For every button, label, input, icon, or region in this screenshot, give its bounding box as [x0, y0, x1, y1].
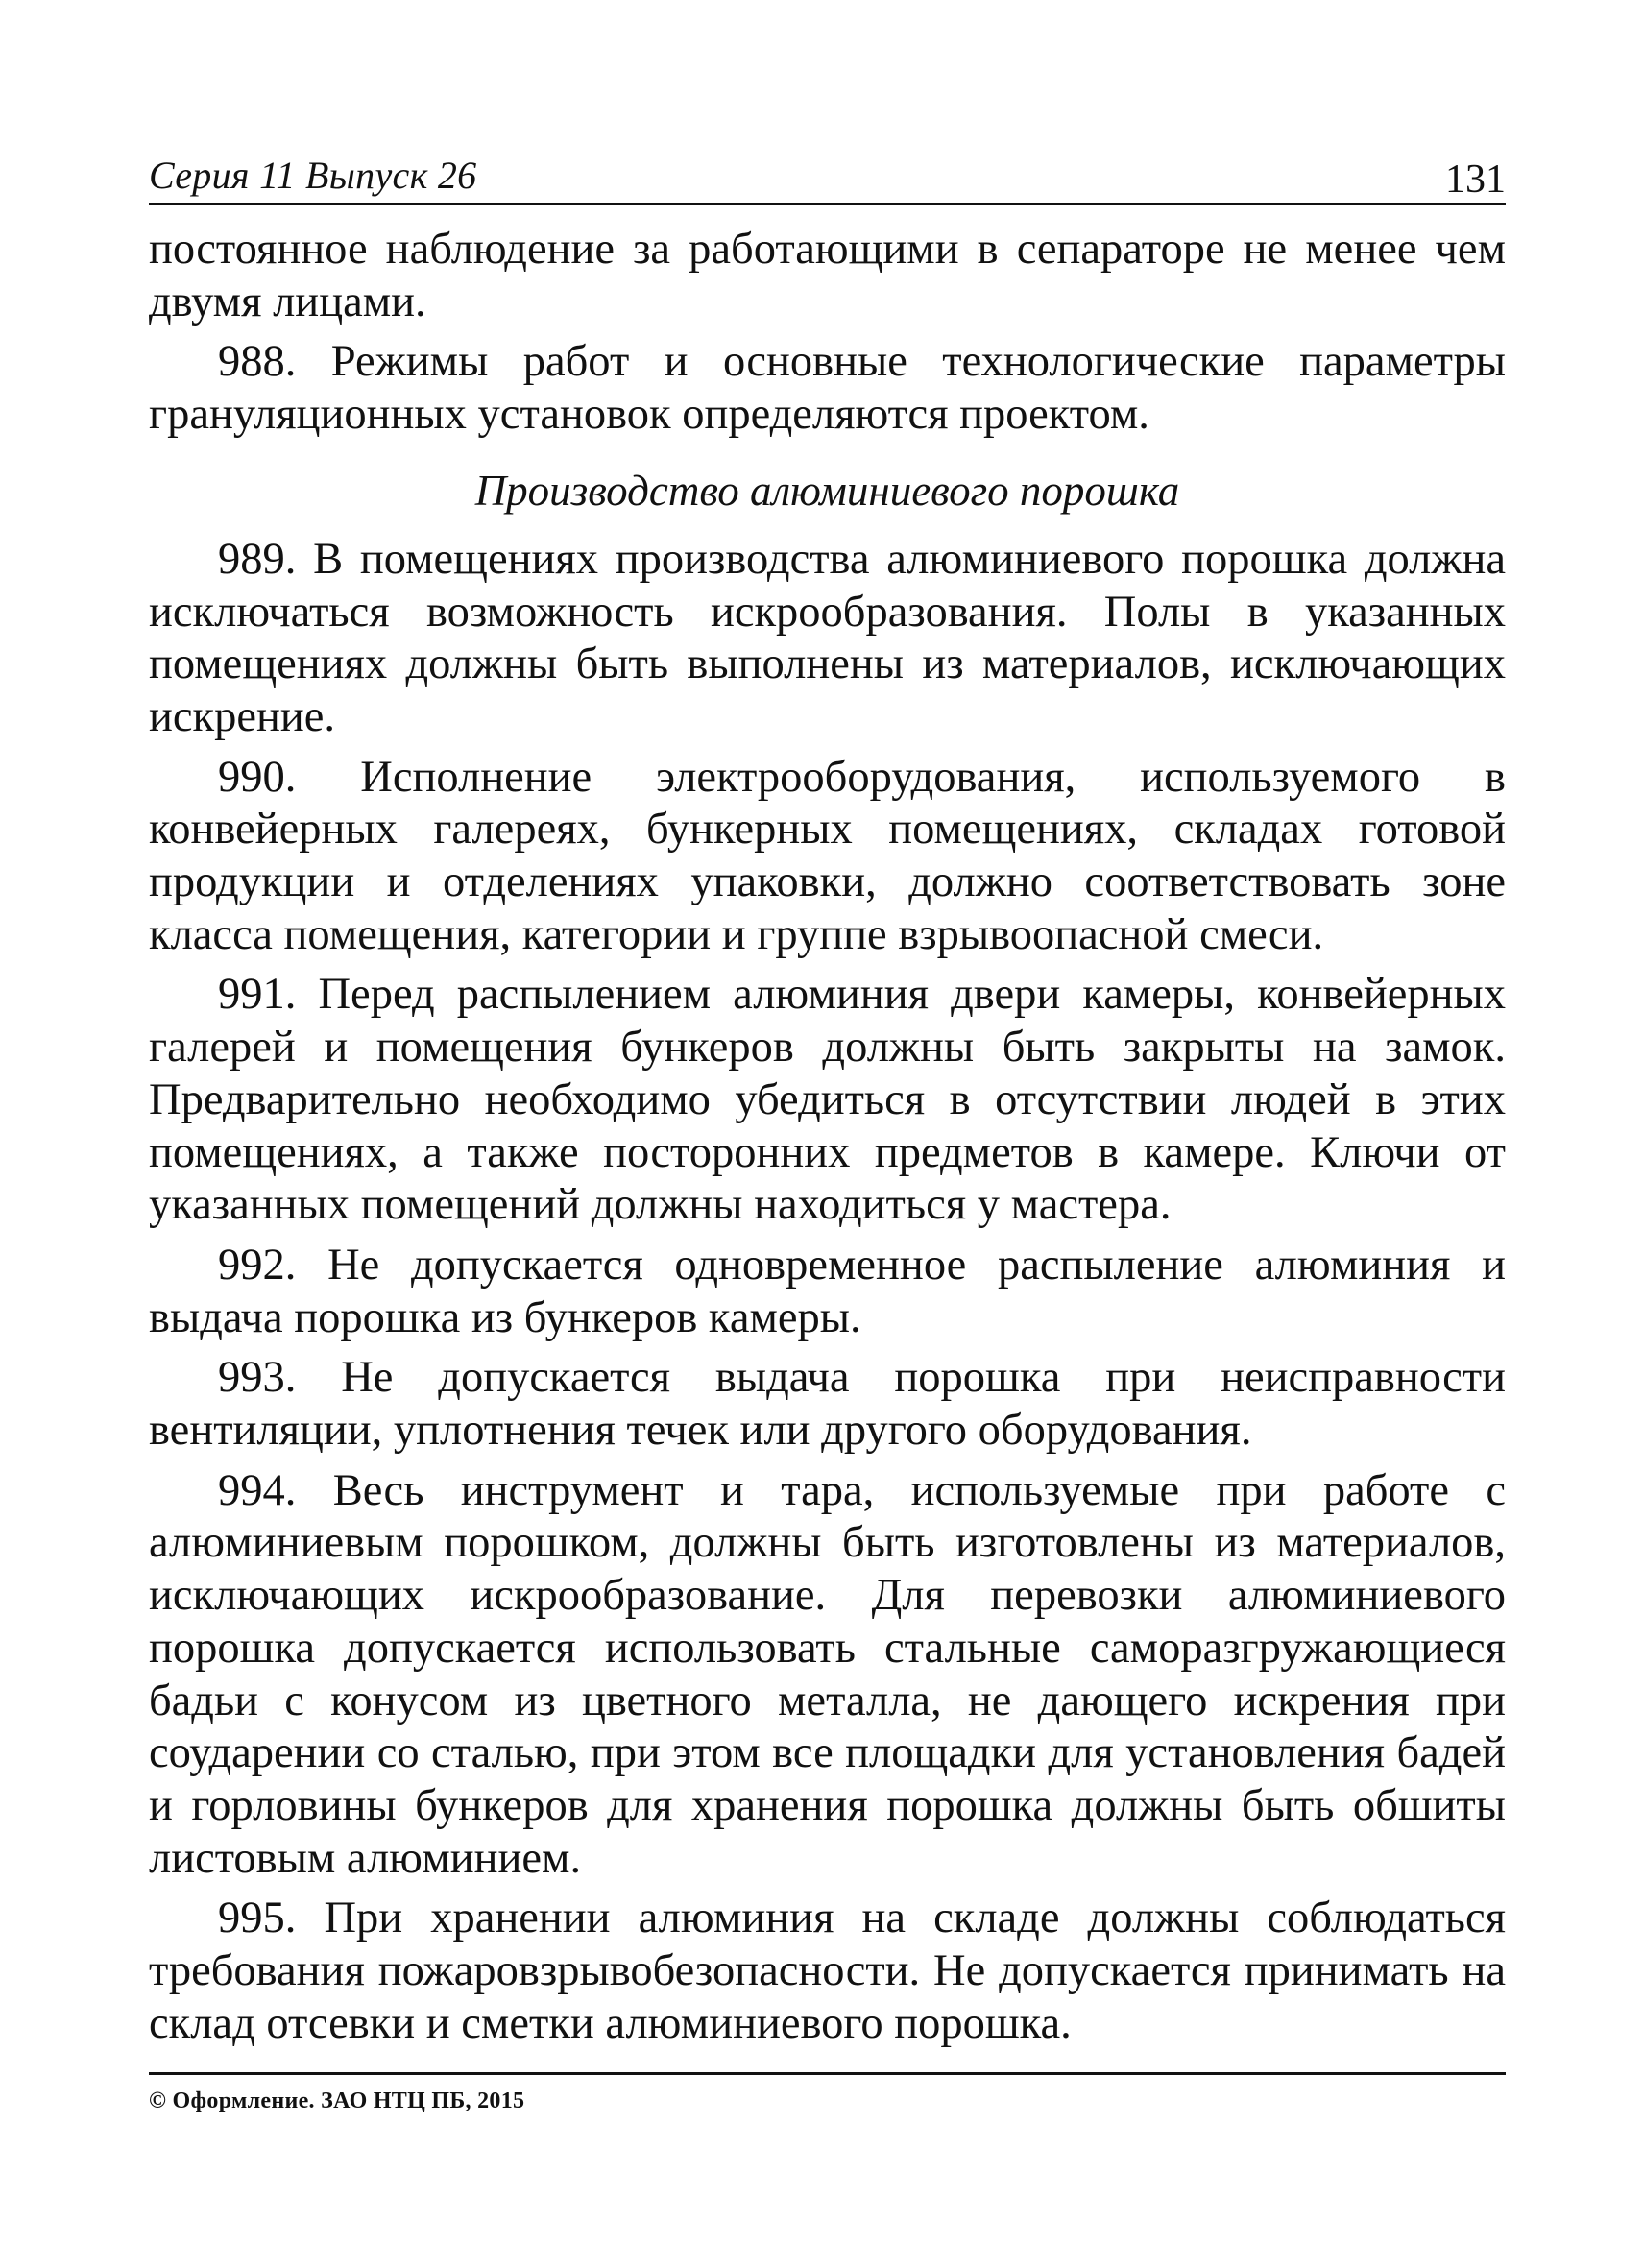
- page-number: 131: [1445, 157, 1506, 202]
- running-header: [149, 149, 1506, 205]
- paragraph-990: 990. Исполнение электрооборудования, используемого в конвейерных галереях, бункерных помещениях, складах готовой продукции и отделениях упаковки, должно соответствовать зоне класса помещения, категории и группе взрывоопасной смеси.: [149, 752, 1506, 959]
- paragraph-993: 993. Не допускается выдача порошка при неисправности вентиляции, уплотнения течек или другого оборудования.: [149, 1353, 1506, 1456]
- copyright-notice: © Оформление. ЗАО НТЦ ПБ, 2015: [149, 2088, 525, 2113]
- paragraph-991: 991. Перед распылением алюминия двери камеры, конвейерных галерей и помещения бункеров должны быть закрыты на замок. Предварительно необходимо убедиться в отсутствии людей в этих помещениях, а также посторонних предметов в камере. Ключи от указанных помещений должны находиться у мастера.: [149, 970, 1506, 1230]
- paragraph-995: 995. При хранении алюминия на складе должны соблюдаться требования пожаровзрывобезопасности. Не допускается принимать на склад отсевки и сметки алюминиевого порошка.: [149, 1894, 1506, 2048]
- section-heading: Производство алюминиевого порошка: [474, 466, 1180, 515]
- paragraph-992: 992. Не допускается одновременное распыление алюминия и выдача порошка из бункеров камеры.: [149, 1240, 1506, 1342]
- paragraph-988: 988. Режимы работ и основные технологические параметры грануляционных установок определяются проектом.: [149, 337, 1506, 440]
- paragraph-994: 994. Весь инструмент и тара, используемые при работе с алюминиевым порошком, должны быть изготовлены из материалов, исключающих искрообразование. Для перевозки алюминиевого порошка допускается использовать стальные саморазгружающиеся бадьи с конусом из цветного металла, не дающего искрения при соударении со сталью, при этом все площадки для установления бадей и горловины бункеров для хранения порошка должны быть обшиты листовым алюминием.: [149, 1465, 1506, 1883]
- body-text: [149, 224, 1506, 2051]
- page-footer: [149, 2072, 1506, 2115]
- continuation-paragraph: постоянное наблюдение за работающими в сепараторе не менее чем двумя лицами.: [149, 225, 1506, 326]
- series-title: Серия 11 Выпуск 26: [149, 154, 477, 197]
- paragraph-989: 989. В помещениях производства алюминиевого порошка должна исключаться возможность искрообразования. Полы в указанных помещениях должны быть выполнены из материалов, исключающих искрение.: [149, 534, 1506, 741]
